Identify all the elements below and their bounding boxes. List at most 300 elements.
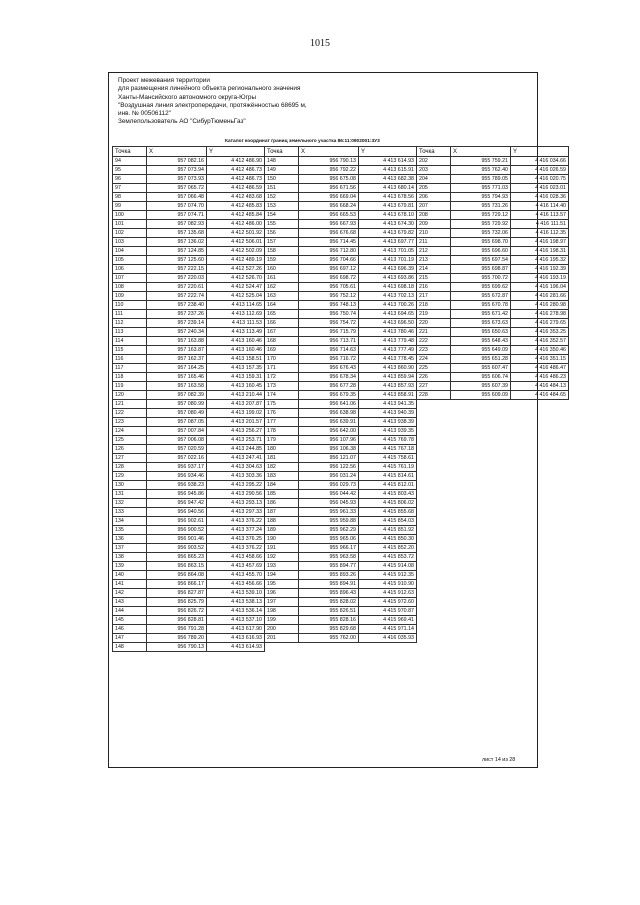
table-row [265, 274, 417, 283]
y-cell: 4 413 860.90 [359, 364, 417, 373]
y-cell: 4 415 972.60 [359, 598, 417, 607]
point-cell: 147 [113, 634, 147, 643]
table-row [113, 400, 265, 409]
point-cell: 209 [417, 220, 451, 229]
x-cell: 956 864.08 [147, 571, 207, 580]
x-cell: 955 670.78 [451, 301, 511, 310]
table-row [417, 283, 569, 292]
table-header-row [417, 147, 569, 157]
table-row [113, 589, 265, 598]
table-row [113, 526, 265, 535]
point-cell: 188 [265, 517, 299, 526]
x-cell: 956 121.07 [299, 454, 359, 463]
point-cell: 195 [265, 580, 299, 589]
table-row [113, 373, 265, 382]
y-cell: 4 412 526.70 [207, 274, 265, 283]
x-cell: 956 705.61 [299, 283, 359, 292]
point-cell: 198 [265, 607, 299, 616]
x-cell: 955 762.00 [299, 634, 359, 643]
y-cell: 4 413 696.50 [359, 319, 417, 328]
point-cell: 104 [113, 247, 147, 256]
point-cell: 212 [417, 247, 451, 256]
point-cell: 137 [113, 544, 147, 553]
x-cell: 955 894.91 [299, 580, 359, 589]
x-cell: 955 759.21 [451, 157, 511, 166]
table-row [113, 238, 265, 247]
y-cell: 4 415 769.78 [359, 436, 417, 445]
y-cell: 4 413 160.46 [207, 337, 265, 346]
x-cell: 955 963.58 [299, 553, 359, 562]
point-cell: 174 [265, 391, 299, 400]
y-cell: 4 413 679.82 [359, 229, 417, 238]
table-row [265, 355, 417, 364]
y-cell: 4 413 674.30 [359, 220, 417, 229]
table-row [113, 580, 265, 589]
point-cell: 109 [113, 292, 147, 301]
x-cell: 955 607.47 [451, 364, 511, 373]
table-row [265, 436, 417, 445]
point-cell: 186 [265, 499, 299, 508]
point-cell: 187 [265, 508, 299, 517]
table-row [265, 346, 417, 355]
x-cell: 957 022.16 [147, 454, 207, 463]
point-cell: 107 [113, 274, 147, 283]
y-cell: 4 416 034.66 [511, 157, 569, 166]
point-cell: 158 [265, 247, 299, 256]
catalog-title: Каталог координат границ земельного участка 86:11:0902001:3У3 [225, 139, 380, 144]
point-cell: 181 [265, 454, 299, 463]
x-cell: 956 713.71 [299, 337, 359, 346]
x-cell: 956 639.91 [299, 418, 359, 427]
point-cell: 127 [113, 454, 147, 463]
point-cell: 119 [113, 382, 147, 391]
y-cell: 4 413 157.35 [207, 364, 265, 373]
y-cell: 4 412 486.00 [207, 220, 265, 229]
point-cell: 220 [417, 319, 451, 328]
point-cell: 202 [417, 157, 451, 166]
table-row [265, 175, 417, 184]
table-row [113, 643, 265, 652]
table-row [417, 328, 569, 337]
x-cell: 956 947.42 [147, 499, 207, 508]
point-cell: 142 [113, 589, 147, 598]
table-row [265, 427, 417, 436]
y-cell: 4 415 912.63 [359, 589, 417, 598]
point-cell: 150 [265, 175, 299, 184]
table-row [113, 418, 265, 427]
x-cell: 955 607.39 [451, 382, 511, 391]
table-row [265, 553, 417, 562]
y-cell: 4 413 682.38 [359, 175, 417, 184]
column-header-y: Y [511, 147, 569, 157]
x-cell: 955 894.77 [299, 562, 359, 571]
x-cell: 956 106.38 [299, 445, 359, 454]
table-row [113, 301, 265, 310]
table-row [265, 283, 417, 292]
x-cell: 957 239.14 [147, 319, 207, 328]
table-row [417, 355, 569, 364]
point-cell: 171 [265, 364, 299, 373]
x-cell: 955 828.02 [299, 598, 359, 607]
y-cell: 4 413 113.49 [207, 328, 265, 337]
header-line: Ханты-Мансийского автономного округа-Югры [118, 93, 257, 101]
column-header-x: X [147, 147, 207, 157]
table-row [265, 337, 417, 346]
table-row [265, 616, 417, 625]
table-row [265, 580, 417, 589]
point-cell: 122 [113, 409, 147, 418]
x-cell: 957 082.93 [147, 220, 207, 229]
point-cell: 182 [265, 463, 299, 472]
x-cell: 956 902.61 [147, 517, 207, 526]
table-row [113, 571, 265, 580]
point-cell: 173 [265, 382, 299, 391]
point-cell: 120 [113, 391, 147, 400]
point-cell: 151 [265, 184, 299, 193]
table-row [113, 292, 265, 301]
y-cell: 4 412 486.59 [207, 184, 265, 193]
x-cell: 956 752.12 [299, 292, 359, 301]
point-cell: 105 [113, 256, 147, 265]
y-cell: 4 415 761.19 [359, 463, 417, 472]
point-cell: 170 [265, 355, 299, 364]
point-cell: 106 [113, 265, 147, 274]
x-cell: 957 080.49 [147, 409, 207, 418]
y-cell: 4 413 247.41 [207, 454, 265, 463]
point-cell: 204 [417, 175, 451, 184]
table-row [417, 175, 569, 184]
point-cell: 168 [265, 337, 299, 346]
point-cell: 215 [417, 274, 451, 283]
table-row [113, 382, 265, 391]
y-cell: 4 413 210.44 [207, 391, 265, 400]
point-cell: 224 [417, 355, 451, 364]
table-row [113, 427, 265, 436]
point-cell: 100 [113, 211, 147, 220]
table-row [113, 598, 265, 607]
table-row [265, 535, 417, 544]
x-cell: 957 073.94 [147, 166, 207, 175]
point-cell: 226 [417, 373, 451, 382]
point-cell: 131 [113, 490, 147, 499]
table-row [265, 310, 417, 319]
y-cell: 4 412 502.09 [207, 247, 265, 256]
table-row [265, 202, 417, 211]
y-cell: 4 416 193.19 [511, 274, 569, 283]
point-cell: 216 [417, 283, 451, 292]
point-cell: 163 [265, 292, 299, 301]
x-cell: 957 136.02 [147, 238, 207, 247]
table-row [417, 292, 569, 301]
table-row [113, 220, 265, 229]
y-cell: 4 415 850.30 [359, 535, 417, 544]
x-cell: 955 961.33 [299, 508, 359, 517]
point-cell: 165 [265, 310, 299, 319]
x-cell: 957 163.58 [147, 382, 207, 391]
table-row [113, 247, 265, 256]
y-cell: 4 413 455.70 [207, 571, 265, 580]
x-cell: 955 673.63 [451, 319, 511, 328]
y-cell: 4 413 701.05 [359, 247, 417, 256]
column-header-point: Точка [265, 147, 299, 157]
header-line: инв. № 00506112" [118, 110, 171, 118]
y-cell: 4 413 207.87 [207, 400, 265, 409]
x-cell: 956 828.81 [147, 616, 207, 625]
point-cell: 98 [113, 193, 147, 202]
y-cell: 4 416 486.47 [511, 364, 569, 373]
y-cell: 4 415 852.20 [359, 544, 417, 553]
point-cell: 228 [417, 391, 451, 400]
point-cell: 113 [113, 328, 147, 337]
x-cell: 955 606.74 [451, 373, 511, 382]
table-row [265, 625, 417, 634]
x-cell: 957 074.70 [147, 202, 207, 211]
point-cell: 112 [113, 319, 147, 328]
y-cell: 4 415 851.92 [359, 526, 417, 535]
y-cell: 4 413 702.13 [359, 292, 417, 301]
point-cell: 94 [113, 157, 147, 166]
table-row [113, 202, 265, 211]
table-row [265, 526, 417, 535]
table-row [113, 265, 265, 274]
point-cell: 162 [265, 283, 299, 292]
x-cell: 955 828.16 [299, 616, 359, 625]
table-header-row [113, 147, 265, 157]
y-cell: 4 416 198.97 [511, 238, 569, 247]
x-cell: 955 962.29 [299, 526, 359, 535]
column-header-point: Точка [417, 147, 451, 157]
table-row [113, 508, 265, 517]
x-cell: 956 748.13 [299, 301, 359, 310]
table-row [113, 328, 265, 337]
y-cell: 4 415 914.08 [359, 562, 417, 571]
header-line: для размещения линейного объекта регионального значения [118, 85, 301, 93]
y-cell: 4 413 114.65 [207, 301, 265, 310]
table-row [417, 256, 569, 265]
point-cell: 185 [265, 490, 299, 499]
y-cell: 4 413 458.66 [207, 553, 265, 562]
x-cell: 957 220.03 [147, 274, 207, 283]
y-cell: 4 412 486.73 [207, 175, 265, 184]
x-cell: 957 124.85 [147, 247, 207, 256]
table-row [113, 535, 265, 544]
table-row [265, 382, 417, 391]
x-cell: 955 696.60 [451, 247, 511, 256]
point-cell: 111 [113, 310, 147, 319]
point-cell: 225 [417, 364, 451, 373]
table-row [417, 310, 569, 319]
point-cell: 117 [113, 364, 147, 373]
y-cell: 4 413 290.56 [207, 490, 265, 499]
column-header-y: Y [207, 147, 265, 157]
table-row [417, 193, 569, 202]
point-cell: 217 [417, 292, 451, 301]
x-cell: 956 044.42 [299, 490, 359, 499]
y-cell: 4 413 111.53 [207, 319, 265, 328]
point-cell: 103 [113, 238, 147, 247]
x-cell: 956 671.56 [299, 184, 359, 193]
header-line: "Воздушная линия электропередачи, протяжённостью 68695 м, [118, 101, 307, 109]
x-cell: 955 794.93 [451, 193, 511, 202]
y-cell: 4 416 114.40 [511, 202, 569, 211]
y-cell: 4 413 304.63 [207, 463, 265, 472]
x-cell: 956 715.79 [299, 328, 359, 337]
x-cell: 957 074.71 [147, 211, 207, 220]
x-cell: 956 790.13 [299, 157, 359, 166]
point-cell: 144 [113, 607, 147, 616]
x-cell: 955 672.87 [451, 292, 511, 301]
x-cell: 957 073.93 [147, 175, 207, 184]
point-cell: 148 [265, 157, 299, 166]
y-cell: 4 416 279.65 [511, 319, 569, 328]
y-cell: 4 413 614.93 [359, 157, 417, 166]
point-cell: 138 [113, 553, 147, 562]
x-cell: 956 676.43 [299, 364, 359, 373]
x-cell: 956 865.23 [147, 553, 207, 562]
point-cell: 211 [417, 238, 451, 247]
table-row [265, 544, 417, 553]
table-row [417, 247, 569, 256]
column-header-point: Точка [113, 147, 147, 157]
x-cell: 956 668.24 [299, 202, 359, 211]
point-cell: 154 [265, 211, 299, 220]
y-cell: 4 413 859.94 [359, 373, 417, 382]
x-cell: 956 714.63 [299, 346, 359, 355]
y-cell: 4 415 970.87 [359, 607, 417, 616]
x-cell: 955 648.43 [451, 337, 511, 346]
table-row [265, 301, 417, 310]
x-cell: 956 045.93 [299, 499, 359, 508]
column-header-y: Y [359, 147, 417, 157]
table-row [417, 211, 569, 220]
y-cell: 4 412 527.26 [207, 265, 265, 274]
y-cell: 4 415 812.01 [359, 481, 417, 490]
table-row [417, 346, 569, 355]
point-cell: 227 [417, 382, 451, 391]
x-cell: 956 790.13 [147, 643, 207, 652]
point-cell: 160 [265, 265, 299, 274]
table-row [265, 481, 417, 490]
point-cell: 146 [113, 625, 147, 634]
table-row [113, 283, 265, 292]
table-row [113, 310, 265, 319]
x-cell: 957 007.84 [147, 427, 207, 436]
y-cell: 4 416 023.01 [511, 184, 569, 193]
table-row [265, 319, 417, 328]
point-cell: 199 [265, 616, 299, 625]
table-row [265, 517, 417, 526]
table-row [113, 562, 265, 571]
y-cell: 4 412 525.04 [207, 292, 265, 301]
point-cell: 96 [113, 175, 147, 184]
x-cell: 956 754.72 [299, 319, 359, 328]
x-cell: 956 669.04 [299, 193, 359, 202]
x-cell: 956 675.08 [299, 175, 359, 184]
y-cell: 4 413 538.13 [207, 598, 265, 607]
y-cell: 4 416 278.98 [511, 310, 569, 319]
table-row [265, 229, 417, 238]
x-cell: 957 006.08 [147, 436, 207, 445]
table-row [113, 211, 265, 220]
table-row [113, 175, 265, 184]
y-cell: 4 413 615.91 [359, 166, 417, 175]
x-cell: 956 792.22 [299, 166, 359, 175]
y-cell: 4 413 693.86 [359, 274, 417, 283]
table-row [265, 634, 417, 643]
table-row [113, 364, 265, 373]
table-row [113, 445, 265, 454]
x-cell: 956 676.68 [299, 229, 359, 238]
x-cell: 955 650.63 [451, 328, 511, 337]
x-cell: 956 677.28 [299, 382, 359, 391]
point-cell: 140 [113, 571, 147, 580]
point-cell: 134 [113, 517, 147, 526]
x-cell: 956 750.74 [299, 310, 359, 319]
point-cell: 129 [113, 472, 147, 481]
y-cell: 4 416 351.15 [511, 355, 569, 364]
y-cell: 4 413 536.14 [207, 607, 265, 616]
x-cell: 956 679.35 [299, 391, 359, 400]
x-cell: 955 649.09 [451, 346, 511, 355]
y-cell: 4 416 113.57 [511, 211, 569, 220]
y-cell: 4 415 854.03 [359, 517, 417, 526]
table-row [113, 157, 265, 166]
y-cell: 4 416 281.66 [511, 292, 569, 301]
table-row [265, 607, 417, 616]
x-cell: 955 731.26 [451, 202, 511, 211]
x-cell: 956 940.56 [147, 508, 207, 517]
table-row [113, 193, 265, 202]
point-cell: 178 [265, 427, 299, 436]
y-cell: 4 413 201.57 [207, 418, 265, 427]
y-cell: 4 416 195.32 [511, 256, 569, 265]
x-cell: 957 082.39 [147, 391, 207, 400]
table-row [265, 211, 417, 220]
x-cell: 956 678.34 [299, 373, 359, 382]
point-cell: 214 [417, 265, 451, 274]
y-cell: 4 413 679.81 [359, 202, 417, 211]
y-cell: 4 416 280.98 [511, 301, 569, 310]
x-cell: 956 665.53 [299, 211, 359, 220]
y-cell: 4 416 112.35 [511, 229, 569, 238]
point-cell: 130 [113, 481, 147, 490]
x-cell: 955 965.06 [299, 535, 359, 544]
y-cell: 4 415 853.72 [359, 553, 417, 562]
x-cell: 957 162.37 [147, 355, 207, 364]
point-cell: 194 [265, 571, 299, 580]
point-cell: 164 [265, 301, 299, 310]
y-cell: 4 413 256.27 [207, 427, 265, 436]
table-row [113, 472, 265, 481]
table-row [113, 544, 265, 553]
point-cell: 156 [265, 229, 299, 238]
y-cell: 4 416 192.39 [511, 265, 569, 274]
table-row [113, 436, 265, 445]
point-cell: 118 [113, 373, 147, 382]
x-cell: 956 641.06 [299, 400, 359, 409]
point-cell: 176 [265, 409, 299, 418]
point-cell: 167 [265, 328, 299, 337]
point-cell: 201 [265, 634, 299, 643]
point-cell: 124 [113, 427, 147, 436]
y-cell: 4 415 971.14 [359, 625, 417, 634]
x-cell: 956 031.24 [299, 472, 359, 481]
point-cell: 132 [113, 499, 147, 508]
point-cell: 139 [113, 562, 147, 571]
table-row [113, 616, 265, 625]
point-cell: 135 [113, 526, 147, 535]
table-row [113, 463, 265, 472]
